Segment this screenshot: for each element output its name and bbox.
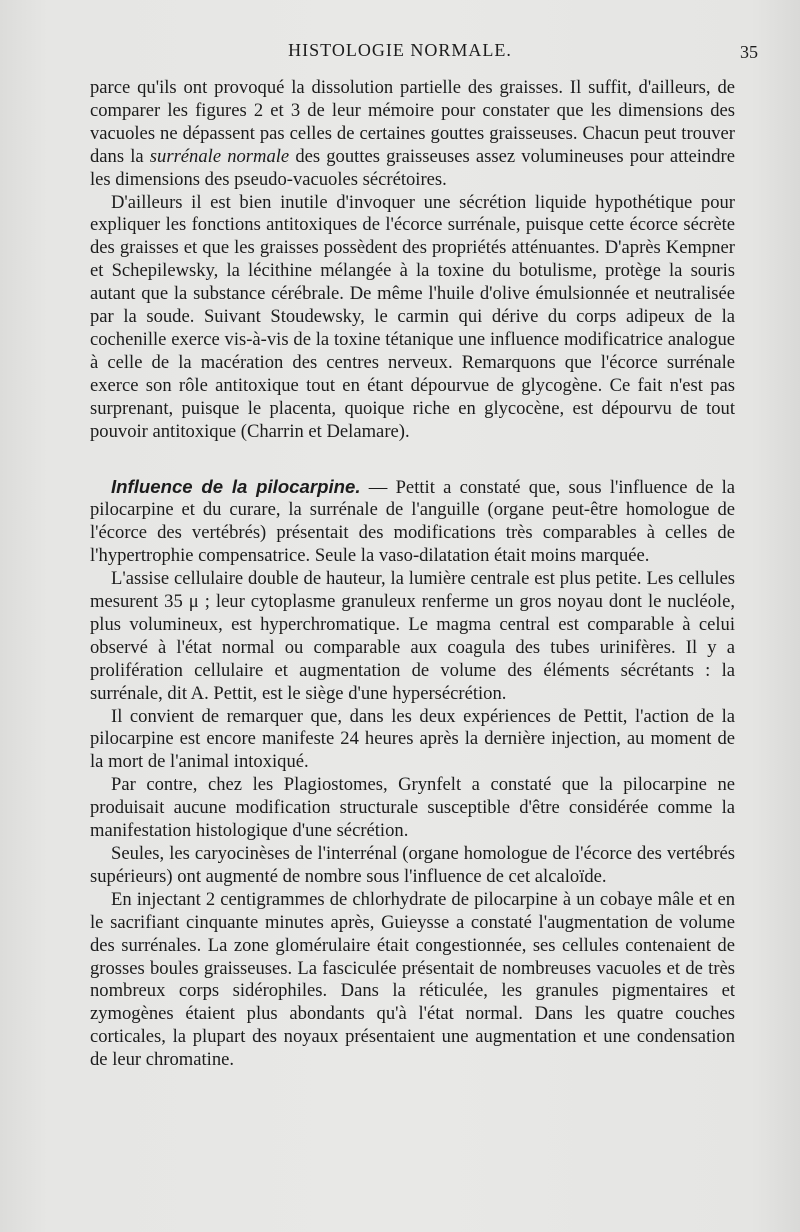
section-paragraph-4: Seules, les caryocinèses de l'interrénal (organe homologue de l'écorce des vertébrés supérieurs) ont augmenté de nombre sous l'influence de cet alcaloïde.: [90, 843, 735, 887]
paragraph-2: D'ailleurs il est bien inutile d'invoquer une sécrétion liquide hypothétique pour expliquer les fonctions antitoxiques de l'écorce surrénale, puisque cette écorce sécrète des graisses et que les graisses possèdent des propriétés atténuantes. D'après Kempner et Schepilewsky, la lécithine mélangée à la toxine du botulisme, protège la souris autant que la substance cérébrale. De même l'huile d'olive émulsionnée et neutralisée par la soude. Suivant Stoudewsky, le carmin qui dérive du corps adipeux de la cochenille exerce vis-à-vis de la toxine tétanique une influence modificatrice analogue à celle de la macération des centres nerveux. Remarquons que l'écorce surrénale exerce son rôle antitoxique tout en étant dépourvue de glycogène. Ce fait n'est pas surprenant, puisque le placenta, quoique riche en glycocène, est dépourvu de tout pouvoir antitoxique (Charrin et Delamare).: [90, 191, 735, 442]
running-title: HISTOLOGIE NORMALE.: [288, 40, 512, 60]
section-lead-text: — Pettit a constaté que, sous l'influence de la pilocarpine et du curare, la surrénale de l'anguille (organe peut-être homologue de l'écorce des vertébrés) présentait des modifications très comparables à celles de l'hypertrophie compensatrice. Seule la vaso-dilatation était moins marquée.: [90, 476, 736, 567]
paragraph-1-text-a: parce qu'ils ont provoqué la dissolution partielle des graisses. Il suffit, d'ailleurs, de comparer les figures 2 et 3 de leur mémoire pour constater que les dimensions des vacuoles ne dépassent pas celles de certaines gouttes graisseuses. Chacun peut trouver dans la: [90, 77, 735, 167]
section-paragraph-3: Par contre, chez les Plagiostomes, Grynfelt a constaté que la pilocarpine ne produisait aucune modification structurale susceptible d'être considérée comme la manifestation histologique d'une sécrétion.: [90, 774, 735, 842]
section-spacer: [90, 444, 735, 476]
paragraph-1: [90, 77, 735, 192]
body-text: [90, 77, 735, 1072]
section-paragraph-1: L'assise cellulaire double de hauteur, la lumière centrale est plus petite. Les cellules mesurent 35 μ ; leur cytoplasme granuleux renferme un gros noyau dont le nucléole, plus volumineux, est hyperchromatique. Le magma central est comparable à celui observé à l'état normal ou comparable aux coagula des tubes urinifères. Il y a prolifération cellulaire et augmentation de volume des éléments sécrétants : la surrénale, dit A. Pettit, est le siège d'une hypersécrétion.: [90, 568, 735, 704]
section-lead-paragraph: [90, 476, 735, 569]
page-header: [0, 40, 800, 66]
paragraph-1-emphasis: surrénale normale: [149, 145, 290, 167]
page-number: 35: [740, 42, 758, 62]
section-paragraph-5: En injectant 2 centigrammes de chlorhydrate de pilocarpine à un cobaye mâle et en le sacrifiant cinquante minutes après, Guieysse a constaté l'augmentation de volume des surrénales. La zone glomérulaire était congestionnée, ses cellules contenaient de grosses boules graisseuses. La fasciculée présentait de nombreuses vacuoles et de très nombreux corps sidérophiles. Dans la réticulée, les granules pigmentaires et zymogènes étaient plus abondants qu'à l'état normal. Dans les quatre couches corticales, la plupart des noyaux présentaient une augmentation et une condensation de leur chromatine.: [90, 888, 735, 1071]
section-title: Influence de la pilocarpine.: [111, 475, 361, 497]
section-paragraph-2: Il convient de remarquer que, dans les deux expériences de Pettit, l'action de la pilocarpine est encore manifeste 24 heures après la dernière injection, au moment de la mort de l'animal intoxiqué.: [90, 705, 735, 773]
paragraph-1-text-b: des gouttes graisseuses assez volumineuses pour atteindre les dimensions des pseudo-vacuoles sécrétoires.: [90, 145, 735, 190]
